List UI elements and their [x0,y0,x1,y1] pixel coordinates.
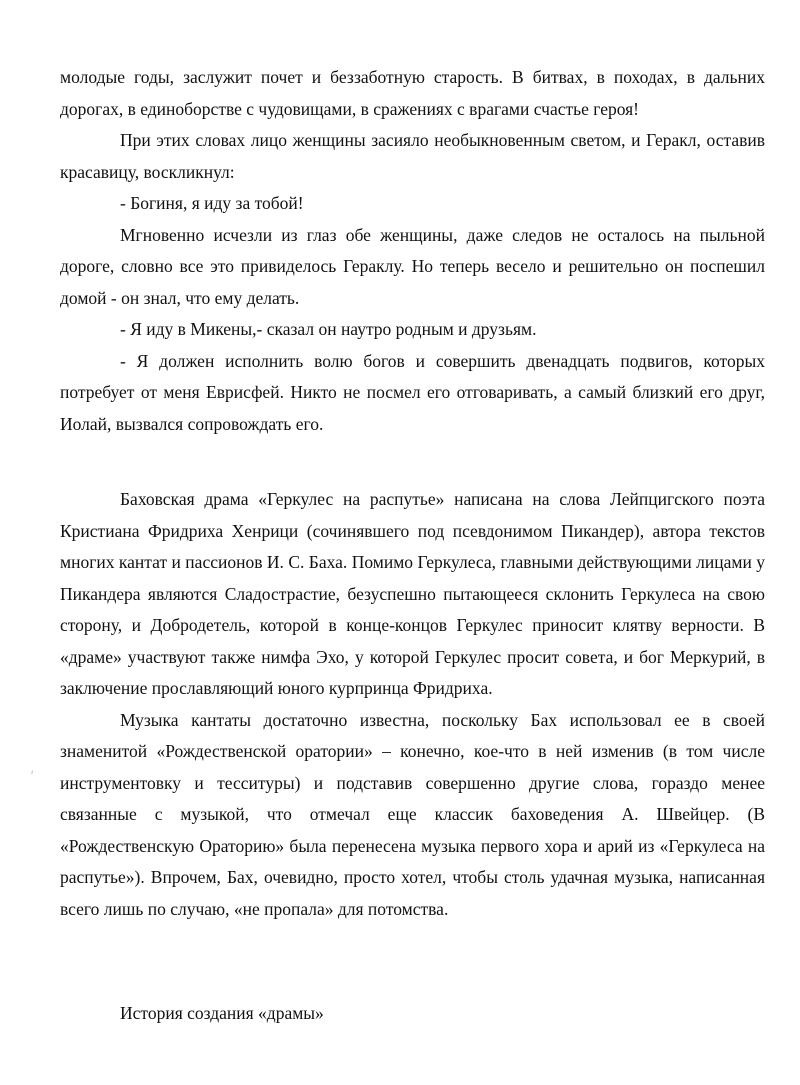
paragraph: - Я иду в Микены,- сказал он наутро родным и друзьям. [120,319,537,339]
paragraph: молодые годы, заслужит почет и беззаботную старость. В битвах, в походах, в дальних дорогах, в единоборстве с чудовищами, в сражениях с врагами счастье героя! [60,67,765,119]
scan-smudge: ⸲ [30,761,34,776]
paragraph: - Я должен исполнить волю богов и совершить двенадцать подвигов, которых потребует от меня Еврисфей. Никто не посмел его отговаривать, а самый близкий его друг, Иолай, вызвался сопровождать его. [60,350,765,434]
section-heading: История создания «драмы» [120,1003,324,1023]
paragraph: Музыка кантаты достаточно известна, поскольку Бах использовал ее в своей знаменитой «Рождественской оратории» – конечно, кое-что в ней изменив (в том числе инструментовку и тесситуры) и подставив совершенно другие слова, гораздо менее связанные с музыкой, что отмечал еще классик баховедения А. Швейцер. (В «Рождественскую Ораторию» была перенесена музыка первого хора и арий из «Геркулеса на распутье»). Впрочем, Бах, очевидно, просто хотел, чтобы столь удачная музыка, написанная всего лишь по случаю, «не пропала» для потомства. [60,709,765,919]
text-block-commentary [60,484,765,925]
paragraph: - Богиня, я иду за тобой! [120,193,304,213]
paragraph: Мгновенно исчезли из глаз обе женщины, даже следов не осталось на пыльной дороге, словно все это привиделось Гераклу. Но теперь весело и решительно он поспешил домой - он знал, что ему делать. [60,224,765,308]
text-block-story [60,62,765,440]
paragraph: При этих словах лицо женщины засияло необыкновенным светом, и Геракл, оставив красавицу, воскликнул: [60,130,765,182]
paragraph: Баховская драма «Геркулес на распутье» написана на слова Лейпцигского поэта Кристиана Фридриха Хенрици (сочинявшего под псевдонимом Пикандер), автора текстов многих кантат и пассионов И. С. Баха. Помимо Геркулеса, главными действующими лицами у Пикандера являются Сладострастие, безуспешно пытающееся склонить Геркулеса на свою сторону, и Добродетель, которой в конце-концов Геркулес приносит клятву верности. В «драме» участвуют также нимфа Эхо, у которой Геркулес просит совета, и бог Меркурий, в заключение прославляющий юного курпринца Фридриха. [60,489,765,698]
